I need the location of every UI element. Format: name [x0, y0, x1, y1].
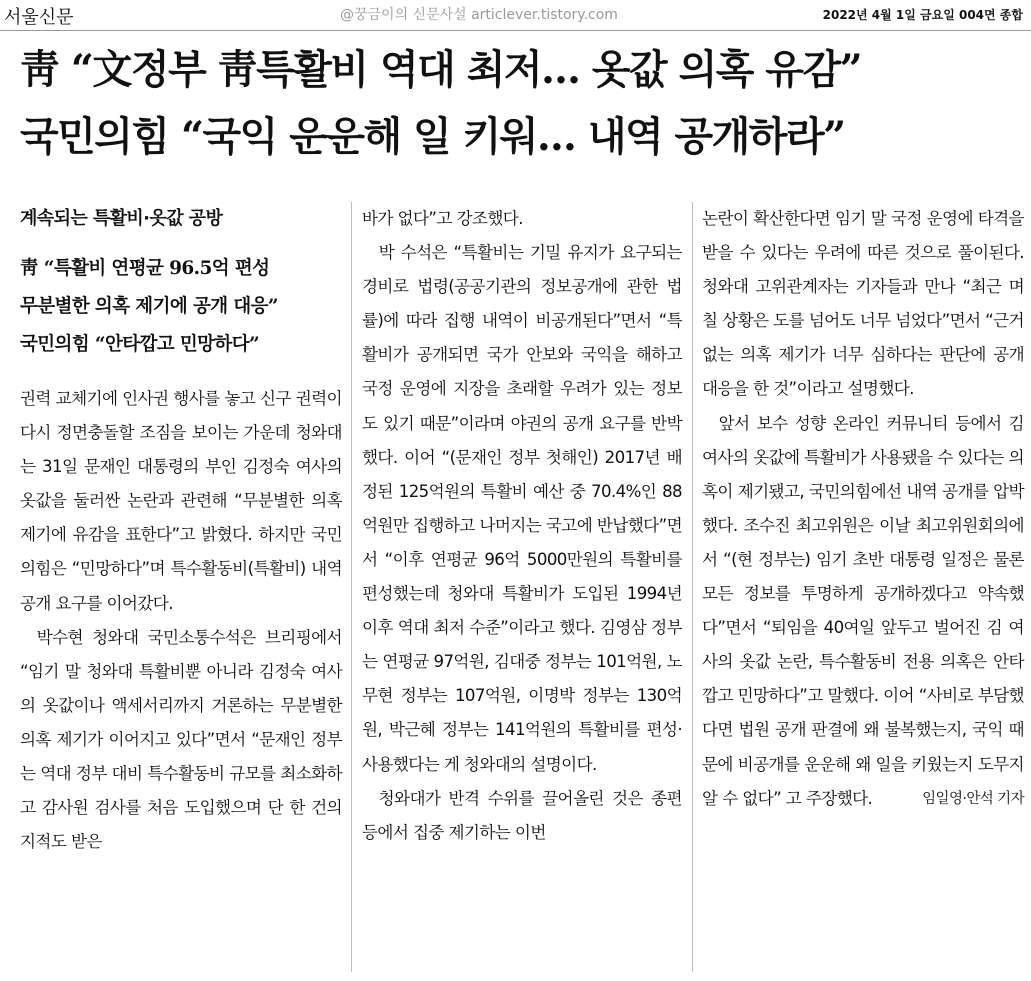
issue-dateline: 2022년 4월 1일 금요일 004면 종합	[822, 8, 1023, 22]
subheadline-line: 국민의힘 “안타깝고 민망하다”	[20, 334, 260, 355]
byline: 임일영·안석 기자	[922, 790, 1024, 807]
article-column-1	[20, 202, 342, 859]
blog-watermark: @꿍금이의 신문사설 articlever.tistory.com	[340, 7, 618, 23]
column-divider	[351, 202, 352, 972]
page-header-bar	[0, 0, 1031, 31]
body-paragraph: 앞서 보수 성향 온라인 커뮤니티 등에서 김 여사의 옷값에 특활비가 사용됐을 수 있다는 의혹이 제기됐고, 국민의힘에선 내역 공개를 압박했다. 조수진 최고위원은 이날 최고위원회의에서 “(현 정부는) 임기 초반 대통령 일정은 물론 모든 정보를 투명하게 공개하겠다고 약속했다”면서 “퇴임을 40여일 앞두고 벌어진 김 여사의 옷값 논란, 특수활동비 전용 의혹은 안타깝고 민망하다”고 말했다. 이어 “사비로 부담했다면 법원 공개 판결에 왜 불복했는지, 국익 때문에 비공개를 운운해 왜 일을 키웠는지 도무지 알 수 없다” 고 주장했다.	[702, 413, 1024, 808]
subheadline-line: 무분별한 의혹 제기에 공개 대응”	[20, 296, 278, 317]
body-paragraph: 청와대가 반격 수위를 끌어올린 것은 종편 등에서 집중 제기하는 이번	[362, 788, 682, 842]
column-divider	[692, 202, 693, 972]
article-column-2	[362, 202, 682, 850]
headline-line-1: 靑 “文정부 靑특활비 역대 최저… 옷값 의혹 유감”	[20, 46, 862, 93]
body-paragraph: 논란이 확산한다면 임기 말 국정 운영에 타격을 받을 수 있다는 우려에 따른 것으로 풀이된다. 청와대 고위관계자는 기자들과 만나 “최근 며칠 상황은 도를 넘어도 너무 넘었다”면서 “근거 없는 의혹 제기가 너무 심하다는 판단에 공개 대응을 한 것”이라고 설명했다.	[702, 209, 1024, 399]
article-column-3	[702, 202, 1024, 816]
subheadline	[20, 250, 342, 364]
body-paragraph: 박 수석은 “특활비는 기밀 유지가 요구되는 경비로 법령(공공기관의 정보공개에 관한 법률)에 따라 집행 내역이 비공개된다”면서 “특활비가 공개되면 국가 안보와 국익을 해하고 국정 운영에 지장을 초래할 우려가 있는 정보도 있기 때문”이라며 야권의 공개 요구를 반박했다. 이어 “(문재인 정부 첫해인) 2017년 배정된 125억원의 특활비 예산 중 70.4%인 88억원만 집행하고 나머지는 국고에 반납했다”면서 “이후 연평균 96억 5000만원의 특활비를 편성했는데 청와대 특활비가 도입된 1994년 이후 역대 최저 수준”이라고 했다. 김영삼 정부는 연평균 97억원, 김대중 정부는 101억원, 노무현 정부는 107억원, 이명박 정부는 130억원, 박근혜 정부는 141억원의 특활비를 편성·사용했다는 게 청와대의 설명이다.	[362, 243, 682, 774]
subheadline-line: 靑 “특활비 연평균 96.5억 편성	[20, 258, 270, 279]
headline-line-2: 국민의힘 “국익 운운해 일 키워… 내역 공개하라”	[20, 113, 845, 160]
newspaper-name: 서울신문	[4, 7, 74, 28]
body-paragraph: 박수현 청와대 국민소통수석은 브리핑에서 “임기 말 청와대 특활비뿐 아니라 김정숙 여사의 옷값이나 액세서리까지 거론하는 무분별한 의혹 제기가 이어지고 있다”면서 “문재인 정부는 역대 정부 대비 특수활동비 규모를 최소화하고 감사원 검사를 처음 도입했으며 단 한 건의 지적도 받은	[20, 627, 342, 852]
kicker: 계속되는 특활비·옷값 공방	[20, 208, 223, 229]
body-paragraph: 바가 없다”고 강조했다.	[362, 209, 523, 228]
body-paragraph: 권력 교체기에 인사권 행사를 놓고 신구 권력이 다시 정면충돌할 조짐을 보이는 가운데 청와대는 31일 문재인 대통령의 부인 김정숙 여사의 옷값을 둘러싼 논란과 관련해 “무분별한 의혹 제기에 유감을 표한다”고 밝혔다. 하지만 국민의힘은 “민망하다”며 특수활동비(특활비) 내역 공개 요구를 이어갔다.	[20, 389, 342, 613]
